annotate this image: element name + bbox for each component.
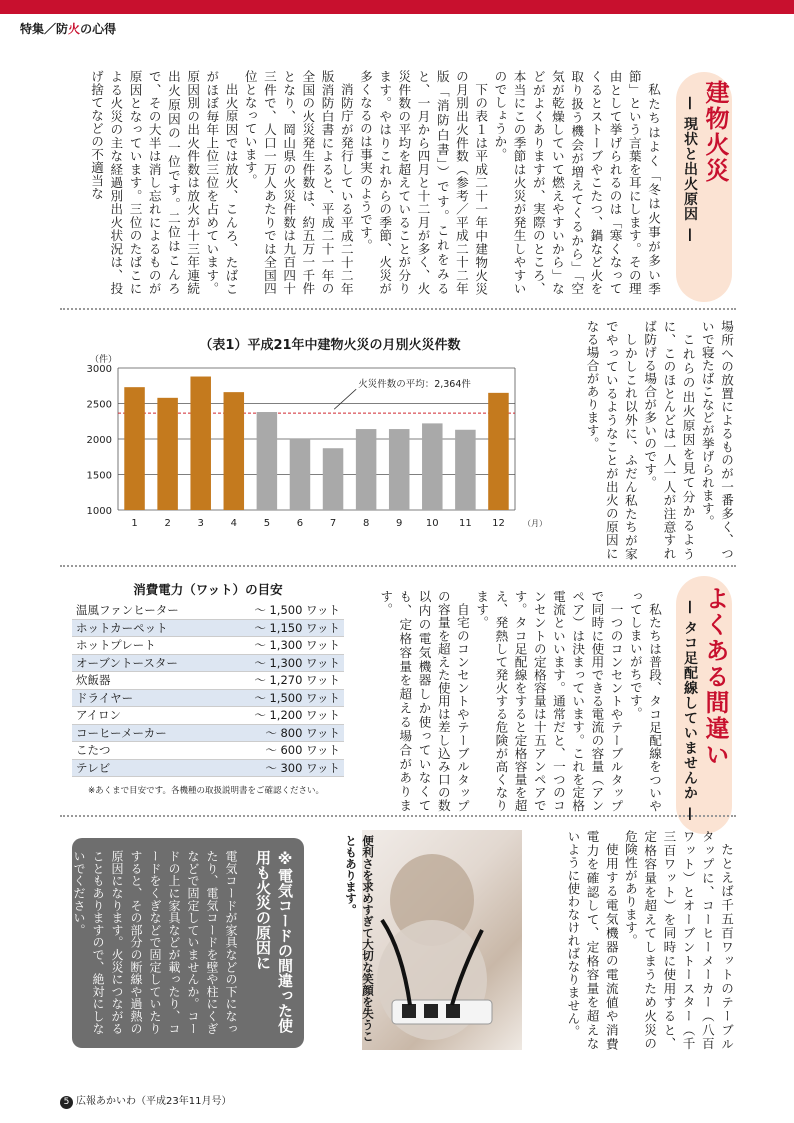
bar	[257, 412, 278, 510]
article1-para4: 出火原因では放火、こんろ、たばこがほぼ毎年上位三位を占めています。原因別の出火件数は放火が十三年連続出火原因の一位です。二位はこんろで、その大半は消し忘れによるものが原因となっています。三位のたばこによる火災の主な経過別出火状況は、投げ捨てなどの不適当な	[89, 70, 239, 295]
average-label: 火災件数の平均：2,364件	[358, 379, 471, 391]
watts-appliance: アイロン	[72, 707, 219, 725]
header-title-red: 火	[68, 22, 81, 36]
footer-text: 広報あかいわ（平成23年11月号）	[76, 1096, 232, 1107]
header-slash: ／	[44, 22, 57, 36]
watts-appliance: 温風ファンヒーター	[72, 602, 219, 619]
article2-para3: 自宅のコンセントやテーブルタップの容量を超えた使用は差し込み口の数以内の電気機器しか使っていなくても、定格容量を超える場合があります。	[378, 590, 470, 812]
x-tick-label: 9	[396, 518, 403, 529]
watts-title: 消費電力（ワット）の目安	[133, 582, 283, 597]
average-pointer	[334, 389, 356, 409]
watts-value: 〜 1,270 ワット	[219, 672, 344, 690]
watts-value: 〜 1,500 ワット	[219, 689, 344, 707]
watts-value: 〜 800 ワット	[219, 724, 344, 742]
bar	[190, 377, 211, 510]
x-tick-label: 1	[131, 518, 138, 529]
watts-appliance: ホットカーペット	[72, 619, 219, 637]
watts-appliance: オーブントースター	[72, 654, 219, 672]
divider-2	[60, 565, 736, 567]
watts-value: 〜 1,300 ワット	[219, 637, 344, 655]
divider-3	[60, 815, 736, 817]
article2-para4: たとえば千五百ワットのテーブルタップに、コーヒーメーカー（八百ワット）とオーブントースター（千三百ワット）を同時に使用すると、定格容量を超えてしまうため火災の危険性があります。	[622, 830, 734, 1050]
x-tick-label: 10	[425, 518, 439, 529]
article1-para5: 場所への放置によるものが一番多く、ついで寝たばこなどが挙げられます。	[699, 320, 734, 560]
y-tick-label: 2500	[86, 399, 112, 411]
photo-illustration	[362, 830, 522, 1050]
watts-appliance: ホットプレート	[72, 637, 219, 655]
article2-subtitle: — タコ足配線していませんか —	[682, 600, 698, 822]
article1-body-continued	[566, 320, 736, 560]
article2-title: よくある間違い	[701, 586, 729, 768]
article1-para3: 消防庁が発行している平成二十二年版消防白書によると、平成二十一年の全国の火災発生件数は、約五万一千件となり、岡山県の火災件数は九百四十三件で、人口一万人あたりでは全国四位となっています。	[242, 70, 354, 295]
bar	[323, 448, 344, 510]
watts-value: 〜 300 ワット	[219, 759, 344, 777]
watts-row	[72, 724, 344, 742]
watts-row	[72, 742, 344, 760]
watts-row	[72, 602, 344, 619]
article1-para6: これらの出火原因を見て分かるように、このほとんどは一人一人が注意すれば防げる場合が多いのです。	[642, 320, 696, 560]
watts-value: 〜 1,200 ワット	[219, 707, 344, 725]
watts-value: 〜 1,300 ワット	[219, 654, 344, 672]
x-tick-label: 8	[362, 518, 370, 529]
x-tick-label: 4	[230, 518, 237, 529]
article1-title: 建物火災	[701, 80, 729, 184]
bar	[455, 430, 476, 510]
watts-note: ※あくまで目安です。各機種の取扱説明書をご確認ください。	[88, 786, 324, 796]
header-title-post: の心得	[80, 22, 117, 36]
article2-para5: 使用する電気機器の電流値や消費電力を確認して、定格容量を超えないように使わなければなりません。	[565, 830, 619, 1050]
article2-body-middle	[362, 590, 664, 812]
watts-table	[72, 602, 344, 777]
watts-row	[72, 707, 344, 725]
watts-appliance: コーヒーメーカー	[72, 724, 219, 742]
watts-appliance: 炊飯器	[72, 672, 219, 690]
watts-value: 〜 600 ワット	[219, 742, 344, 760]
electric-cord-box-text: 電気コードが家具などの下になったり、電気コードを壁や柱にくぎなどで固定していませんか。コードの上に家具などが載ったり、コードをくぎなどで固定していたりすると、その部分の断線や過熱の原因になります。火災につながることもありますので、絶対にしないでください。	[72, 850, 238, 1035]
y-tick-label: 3000	[86, 364, 112, 375]
bar	[157, 398, 178, 510]
watts-row	[72, 637, 344, 655]
bar	[224, 392, 245, 510]
x-tick-label: 11	[459, 518, 472, 529]
bar	[389, 429, 410, 510]
watts-appliance: テレビ	[72, 759, 219, 777]
bar	[422, 423, 443, 510]
page-footer	[60, 1092, 231, 1109]
watts-value: 〜 1,150 ワット	[219, 619, 344, 637]
watts-value: 〜 1,500 ワット	[219, 602, 344, 619]
header-title-pre: 防	[56, 22, 69, 36]
divider-1	[60, 308, 736, 310]
watts-appliance: こたつ	[72, 742, 219, 760]
photo-child-power-strip	[362, 830, 522, 1050]
watts-appliance: ドライヤー	[72, 689, 219, 707]
x-tick-label: 3	[197, 518, 204, 529]
y-tick-label: 1500	[86, 470, 112, 482]
x-tick-label: 7	[329, 518, 337, 529]
y-tick-label: 2000	[86, 435, 112, 446]
chart-bars	[124, 377, 508, 510]
x-tick-label: 6	[296, 518, 304, 529]
article1-para1: 私たちはよく「冬は火事が多い季節」という言葉を耳にします。その理由として挙げられるのは「寒くなってくるとストーブやこたつ、鍋など火を取り扱う機会が増えてくるから」「空気が乾燥していて燃えやすいから」などがよくありますが、実際のところ、本当にこの季節は火災が発生しやすいのでしょうか。	[492, 70, 661, 295]
x-tick-label: 5	[263, 518, 271, 529]
photo-caption: 便利さを求めすぎて大切な笑顔を失うこともあります。	[344, 835, 375, 1042]
bar-chart	[60, 350, 547, 545]
header-section: 特集	[20, 22, 45, 36]
watts-row	[72, 672, 344, 690]
page-header	[20, 20, 116, 37]
article1-para7: しかしこれ以外に、ふだん私たちが家でやっているようなことが出火の原因になる場合があります。	[584, 320, 638, 560]
chart-labels	[87, 353, 547, 529]
top-color-bar	[0, 0, 794, 14]
electric-cord-box-title: ※電気コードの間違った使用も火災の原因に	[254, 850, 294, 1033]
watts-row	[72, 759, 344, 777]
y-tick-label: 1000	[86, 506, 112, 517]
bar	[356, 429, 377, 510]
bar	[124, 387, 145, 510]
bar	[290, 438, 311, 510]
article2-para1: 私たちは普段、タコ足配線をついやってしまいがちです。	[627, 590, 662, 812]
article1-para2: 下の表１は平成二十一年中建物火災の月別出火件数（参考／平成二十二年版「消防白書」）です。これをみると、一月から四月と十二月が多く、火災件数の平均を超えていることが分ります。やはりこれからの季節、火災が多くなるのは事実のようです。	[357, 70, 489, 295]
y-axis-label: （件）	[90, 355, 118, 365]
bar	[488, 393, 509, 510]
x-axis-label: （月）	[523, 519, 547, 528]
watts-row	[72, 654, 344, 672]
x-tick-label: 12	[492, 518, 505, 529]
page-number: 5	[60, 1096, 73, 1109]
chart-title: （表1）平成21年中建物火災の月別火災件数	[199, 338, 461, 353]
watts-row	[72, 619, 344, 637]
article1-body-top	[58, 70, 663, 295]
article2-para2: 一つのコンセントやテーブルタップで同時に使用できる電流の容量（アンペア）は決まっています。これを定格電流といいます。通常だと、一つのコンセントの定格容量は十五アンペアです。タコ足配線をすると定格容量を超え、発熱して発火する危険が高くなります。	[474, 590, 624, 812]
watts-row	[72, 689, 344, 707]
article2-body-bottom	[540, 830, 736, 1050]
x-tick-label: 2	[164, 518, 171, 529]
article1-subtitle: — 現状と出火原因 —	[682, 96, 698, 243]
